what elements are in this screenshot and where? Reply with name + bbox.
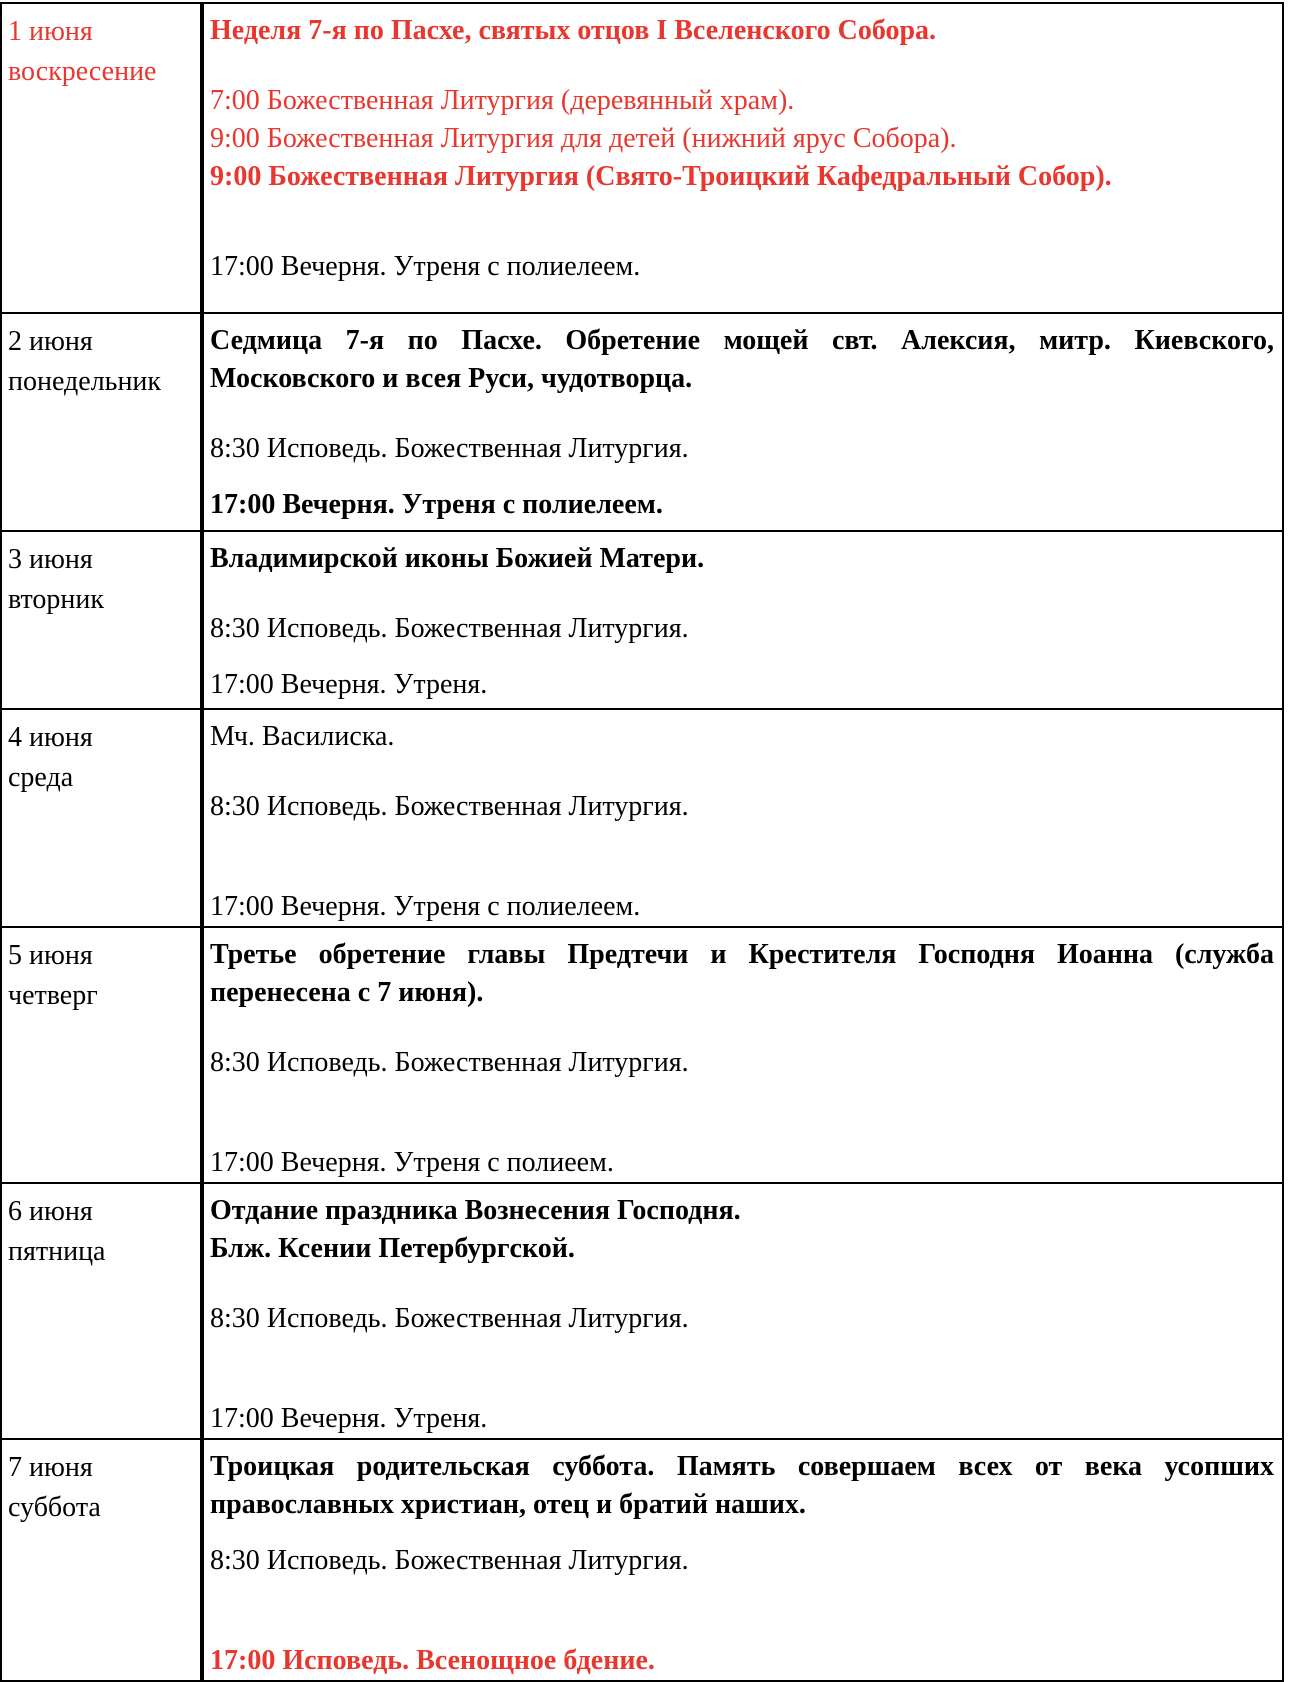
day-cell: [1, 3, 202, 313]
service-item: 17:00 Вечерня. Утреня с полиеем.: [210, 1147, 614, 1178]
date-label: 4 июня: [8, 722, 93, 753]
weekday-label: вторник: [8, 584, 104, 615]
feast-title-line: Отдание праздника Вознесения Господня.: [210, 1195, 741, 1226]
feast-title: Неделя 7-я по Пасхе, святых отцов I Вселенского Собора.: [210, 15, 937, 46]
feast-title: Троицкая родительская суббота. Память совершаем всех от века усопших православных христиан, отец и братий наших.: [210, 1451, 1274, 1520]
service-item: 17:00 Исповедь. Всенощное бдение.: [210, 1645, 655, 1676]
feast-title: Седмица 7-я по Пасхе. Обретение мощей свт. Алексия, митр. Киевского, Московского и всея Руси, чудотворца.: [210, 325, 1274, 394]
schedule-row: [1, 313, 1283, 531]
feast-title: Владимирской иконы Божией Матери.: [210, 543, 705, 574]
day-content: [202, 531, 1283, 709]
day-content: [202, 3, 1283, 313]
day-cell: [1, 927, 202, 1183]
date-label: 5 июня: [8, 940, 93, 971]
day-cell: [1, 1439, 202, 1681]
service-item: 9:00 Божественная Литургия для детей (нижний ярус Собора).: [210, 123, 957, 154]
day-content: [202, 1183, 1283, 1439]
day-cell: [1, 531, 202, 709]
date-label: 3 июня: [8, 544, 93, 575]
service-item: 17:00 Вечерня. Утреня с полиелеем.: [210, 891, 641, 922]
service-item: 8:30 Исповедь. Божественная Литургия.: [210, 791, 689, 822]
schedule-table: [0, 2, 1284, 1682]
feast-title: Третье обретение главы Предтечи и Крестителя Господня Иоанна (служба перенесена с 7 июня).: [210, 939, 1274, 1008]
date-label: 1 июня: [8, 16, 93, 47]
weekday-label: воскресение: [8, 56, 157, 87]
service-item: 8:30 Исповедь. Божественная Литургия.: [210, 613, 689, 644]
service-item: 17:00 Вечерня. Утреня с полиелеем.: [210, 489, 663, 520]
schedule-row: [1, 3, 1283, 313]
feast-title-line: Блж. Ксении Петербургской.: [210, 1233, 575, 1264]
schedule-row: [1, 531, 1283, 709]
weekday-label: четверг: [8, 980, 98, 1011]
day-content: [202, 709, 1283, 927]
service-item: 8:30 Исповедь. Божественная Литургия.: [210, 1545, 689, 1576]
date-label: 7 июня: [8, 1452, 93, 1483]
service-item: 17:00 Вечерня. Утреня.: [210, 669, 488, 700]
feast-title: Мч. Василиска.: [210, 721, 395, 752]
schedule-row: [1, 927, 1283, 1183]
schedule-row: [1, 709, 1283, 927]
day-cell: [1, 313, 202, 531]
weekday-label: пятница: [8, 1236, 106, 1267]
service-item: 17:00 Вечерня. Утреня.: [210, 1403, 488, 1434]
service-item: 8:30 Исповедь. Божественная Литургия.: [210, 1047, 689, 1078]
service-item: 8:30 Исповедь. Божественная Литургия.: [210, 1303, 689, 1334]
schedule-row: [1, 1183, 1283, 1439]
service-item: 8:30 Исповедь. Божественная Литургия.: [210, 433, 689, 464]
service-item: 7:00 Божественная Литургия (деревянный храм).: [210, 85, 795, 116]
day-cell: [1, 1183, 202, 1439]
weekday-label: суббота: [8, 1492, 101, 1523]
weekday-label: среда: [8, 762, 74, 793]
weekday-label: понедельник: [8, 366, 162, 397]
date-label: 2 июня: [8, 326, 93, 357]
day-content: [202, 927, 1283, 1183]
date-label: 6 июня: [8, 1196, 93, 1227]
service-item: 17:00 Вечерня. Утреня с полиелеем.: [210, 251, 641, 282]
day-content: [202, 313, 1283, 531]
service-item: 9:00 Божественная Литургия (Свято-Троицкий Кафедральный Собор).: [210, 161, 1112, 192]
day-cell: [1, 709, 202, 927]
day-content: [202, 1439, 1283, 1681]
schedule-row: [1, 1439, 1283, 1681]
